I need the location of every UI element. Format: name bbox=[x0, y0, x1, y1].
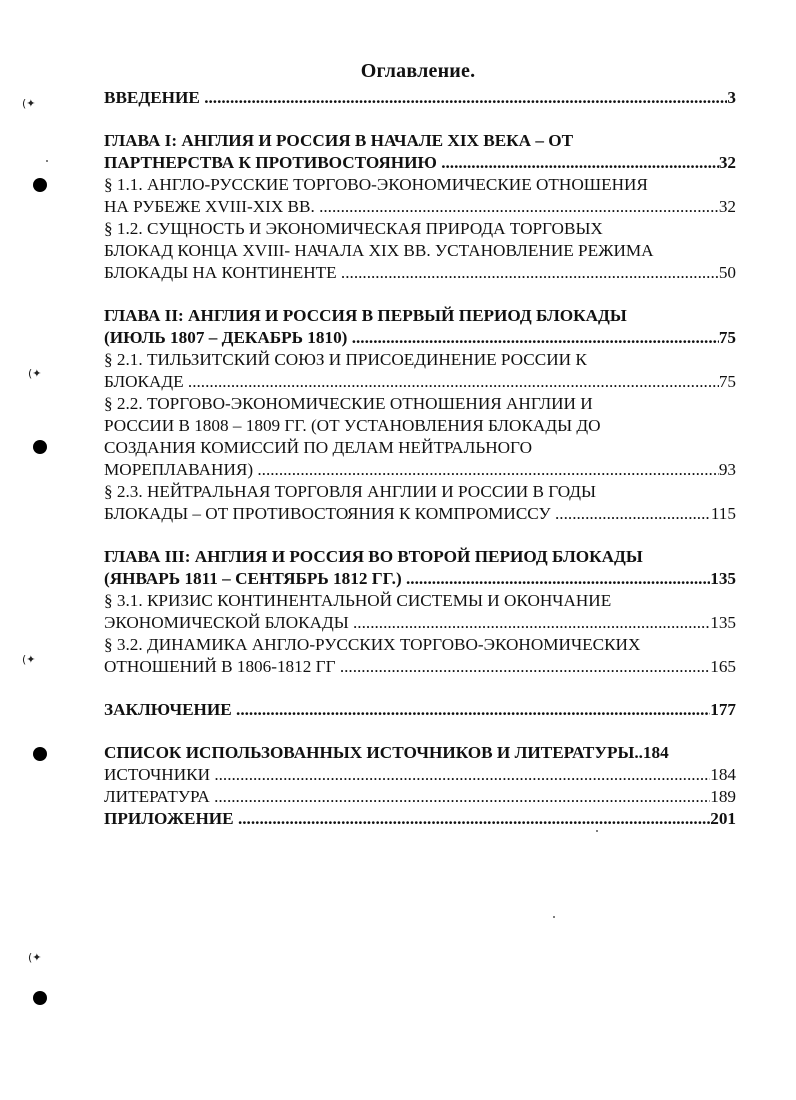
leader-dots bbox=[347, 327, 718, 349]
toc-entry-title: ЛИТЕРАТУРА bbox=[104, 787, 210, 806]
punch-mark-icon: (✦ bbox=[22, 97, 36, 110]
toc-entry-title: (ЯНВАРЬ 1811 – СЕНТЯБРЬ 1812 ГГ.) bbox=[104, 569, 402, 588]
toc-entry-section-2-1 bbox=[104, 371, 736, 393]
toc-entry-title: ЗАКЛЮЧЕНИЕ bbox=[104, 700, 232, 719]
leader-dots bbox=[253, 459, 719, 481]
toc-entry-section-1-2 bbox=[104, 262, 736, 284]
toc-entry-intro bbox=[104, 87, 736, 109]
page-number: 32 bbox=[718, 197, 736, 216]
scan-speck bbox=[553, 916, 555, 918]
toc-entry-chapter-3 bbox=[104, 568, 736, 590]
section-3-1-line: § 3.1. КРИЗИС КОНТИНЕНТАЛЬНОЙ СИСТЕМЫ И ОКОНЧАНИЕ bbox=[104, 591, 612, 610]
page-number: 184 bbox=[710, 765, 736, 784]
toc-entry-section-2-3 bbox=[104, 503, 736, 525]
toc-entry-appendix bbox=[104, 808, 736, 830]
leader-dots bbox=[184, 371, 719, 393]
chapter-2-title-line: ГЛАВА II: АНГЛИЯ И РОССИЯ В ПЕРВЫЙ ПЕРИОД БЛОКАДЫ bbox=[104, 306, 627, 325]
binder-hole-icon bbox=[33, 178, 47, 192]
toc-entry-title: НА РУБЕЖЕ XVIII-XIX ВВ. bbox=[104, 197, 315, 216]
leader-dots bbox=[210, 764, 710, 786]
toc-entry-title: БЛОКАДЫ НА КОНТИНЕНТЕ bbox=[104, 263, 337, 282]
scan-speck bbox=[596, 830, 598, 832]
toc-entry-title: ВВЕДЕНИЕ bbox=[104, 88, 200, 107]
leader-dots bbox=[349, 612, 711, 634]
toc-entry-title: ОТНОШЕНИЙ В 1806-1812 ГГ bbox=[104, 657, 336, 676]
page-number: 3 bbox=[727, 88, 736, 107]
page-number: 201 bbox=[710, 809, 736, 828]
scan-speck bbox=[46, 160, 48, 162]
toc-entry-section-2-2 bbox=[104, 459, 736, 481]
punch-mark-icon: (✦ bbox=[28, 951, 42, 964]
leader-dots bbox=[210, 786, 710, 808]
toc-entry-title: (ИЮЛЬ 1807 – ДЕКАБРЬ 1810) bbox=[104, 328, 348, 347]
section-1-1-line: § 1.1. АНГЛО-РУССКИЕ ТОРГОВО-ЭКОНОМИЧЕСКИЕ ОТНОШЕНИЯ bbox=[104, 175, 648, 194]
toc-entry-title: СПИСОК ИСПОЛЬЗОВАННЫХ ИСТОЧНИКОВ И ЛИТЕРАТУРЫ.. bbox=[104, 743, 643, 762]
leader-dots bbox=[200, 87, 728, 109]
toc-entry-title: БЛОКАДЫ – ОТ ПРОТИВОСТОЯНИЯ К КОМПРОМИССУ bbox=[104, 504, 551, 523]
page-number: 75 bbox=[718, 328, 736, 347]
toc-entry-conclusion bbox=[104, 699, 736, 721]
toc-entry-title: ПАРТНЕРСТВА К ПРОТИВОСТОЯНИЮ bbox=[104, 153, 437, 172]
section-1-2-line: § 1.2. СУЩНОСТЬ И ЭКОНОМИЧЕСКАЯ ПРИРОДА ТОРГОВЫХ bbox=[104, 219, 603, 238]
leader-dots bbox=[234, 808, 711, 830]
toc-entry-chapter-2 bbox=[104, 327, 736, 349]
toc-entry-section-3-2 bbox=[104, 656, 736, 678]
leader-dots bbox=[402, 568, 711, 590]
toc-entry-title: БЛОКАДЕ bbox=[104, 372, 184, 391]
toc-entry-sources-list bbox=[104, 742, 736, 764]
section-2-2-line: СОЗДАНИЯ КОМИССИЙ ПО ДЕЛАМ НЕЙТРАЛЬНОГО bbox=[104, 438, 532, 457]
toc-entry-title: МОРЕПЛАВАНИЯ) bbox=[104, 460, 254, 479]
page-number: 184 bbox=[642, 743, 669, 762]
toc-entry-title: ЭКОНОМИЧЕСКОЙ БЛОКАДЫ bbox=[104, 613, 349, 632]
page-number: 75 bbox=[718, 372, 736, 391]
leader-dots bbox=[551, 503, 711, 525]
chapter-3-title-line: ГЛАВА III: АНГЛИЯ И РОССИЯ ВО ВТОРОЙ ПЕРИОД БЛОКАДЫ bbox=[104, 547, 643, 566]
table-of-contents bbox=[104, 87, 736, 830]
page-number: 189 bbox=[710, 787, 736, 806]
leader-dots bbox=[437, 152, 719, 174]
toc-entry-title: ПРИЛОЖЕНИЕ bbox=[104, 809, 234, 828]
toc-entry-section-3-1 bbox=[104, 612, 736, 634]
section-2-1-line: § 2.1. ТИЛЬЗИТСКИЙ СОЮЗ И ПРИСОЕДИНЕНИЕ РОССИИ К bbox=[104, 350, 587, 369]
page-number: 135 bbox=[710, 613, 736, 632]
page-number: 115 bbox=[710, 504, 736, 523]
binder-hole-icon bbox=[33, 991, 47, 1005]
page-number: 32 bbox=[718, 153, 736, 172]
toc-entry-title: ИСТОЧНИКИ bbox=[104, 765, 211, 784]
chapter-1-title-line: ГЛАВА I: АНГЛИЯ И РОССИЯ В НАЧАЛЕ XIX ВЕКА – ОТ bbox=[104, 131, 574, 150]
toc-entry-literature bbox=[104, 786, 736, 808]
section-2-3-line: § 2.3. НЕЙТРАЛЬНАЯ ТОРГОВЛЯ АНГЛИИ И РОССИИ В ГОДЫ bbox=[104, 482, 596, 501]
page-number: 50 bbox=[718, 263, 736, 282]
page-number: 177 bbox=[710, 700, 736, 719]
binder-hole-icon bbox=[33, 440, 47, 454]
page-number: 93 bbox=[718, 460, 736, 479]
section-3-2-line: § 3.2. ДИНАМИКА АНГЛО-РУССКИХ ТОРГОВО-ЭКОНОМИЧЕСКИХ bbox=[104, 635, 641, 654]
binder-hole-icon bbox=[33, 747, 47, 761]
section-2-2-line: § 2.2. ТОРГОВО-ЭКОНОМИЧЕСКИЕ ОТНОШЕНИЯ АНГЛИИ И bbox=[104, 394, 593, 413]
punch-mark-icon: (✦ bbox=[28, 367, 42, 380]
punch-mark-icon: (✦ bbox=[22, 653, 36, 666]
page-title: Оглавление. bbox=[360, 60, 476, 82]
section-1-2-line: БЛОКАД КОНЦА XVIII- НАЧАЛА XIX ВВ. УСТАНОВЛЕНИЕ РЕЖИМА bbox=[104, 241, 654, 260]
toc-entry-chapter-1 bbox=[104, 152, 736, 174]
leader-dots bbox=[337, 262, 719, 284]
leader-dots bbox=[315, 196, 719, 218]
page-number: 135 bbox=[710, 569, 736, 588]
leader-dots bbox=[336, 656, 711, 678]
leader-dots bbox=[232, 699, 710, 721]
toc-entry-section-1-1 bbox=[104, 196, 736, 218]
toc-entry-sources bbox=[104, 764, 736, 786]
page-number: 165 bbox=[710, 657, 736, 676]
section-2-2-line: РОССИИ В 1808 – 1809 ГГ. (ОТ УСТАНОВЛЕНИЯ БЛОКАДЫ ДО bbox=[104, 416, 601, 435]
